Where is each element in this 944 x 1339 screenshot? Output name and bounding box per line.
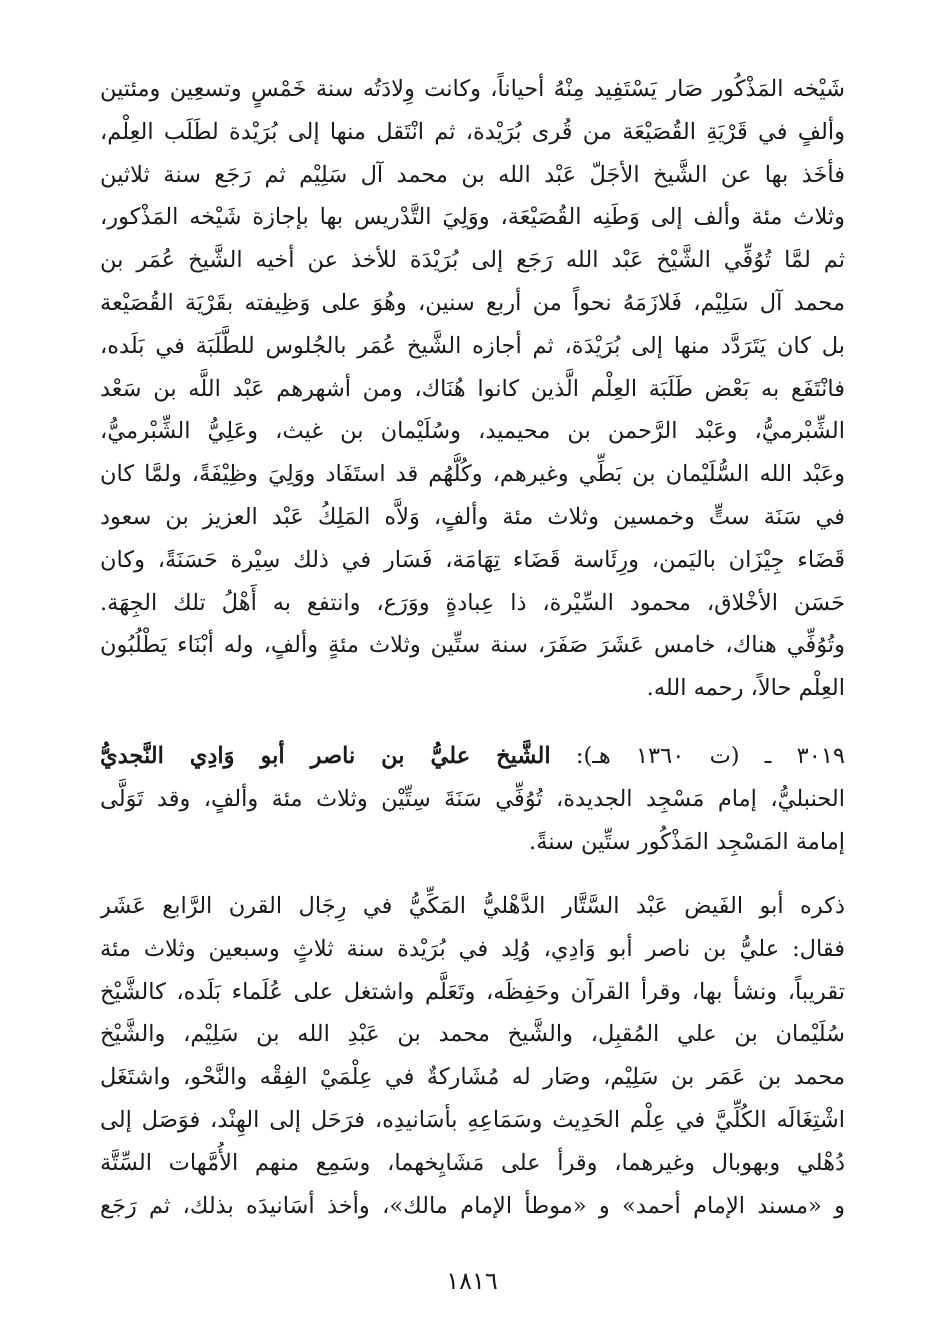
text-line: دُهْلي وبهوبال وغيرهما، وقرأ على مَشَايِخهما، وسَمِع منهم الأُمَّهات السِّتَّة xyxy=(100,1149,845,1176)
entry-name: الشَّيخ عليُّ بن ناصر أبو وَادِي النَّجديُّ xyxy=(100,743,551,769)
text-line: إمامة المَسْجِد المَذْكُور ستِّين سنةً. xyxy=(529,828,845,855)
entry-3019 xyxy=(100,735,845,863)
text-line: الحنبليُّ، إمام مَسْجِد الجديدة، تُوُفِّي سَنَةَ سِتِّيْن وثلاث مئة وألفٍ، وقد تَوَلَّى xyxy=(100,785,845,812)
text-line: في سَنَة ستٍّ وخمسين وثلاث مئة وألفٍ، وَلاَّه المَلِكُ عَبْد العزيز بن سعود xyxy=(100,503,845,530)
text-line: وثلاث مئة وألف إلى وَطَنِه القُصَيْعَة، ووَلِيَ التَّدْريس بها بإجازة شَيْخه المَذْكور، xyxy=(100,204,845,231)
paragraph-biography-continuation xyxy=(100,68,845,710)
text-line: وعَبْد الله السُّلَيْمان بن بَطِّي وغيرهم، وكُلُّهُم قد استَفَاد ووَلِيَ وظِيْفَةً، ولمَّا كان xyxy=(100,461,845,488)
text-line: فانْتَفَع به بَعْض طَلَبَة العِلْم الَّذين كانوا هُنَاك، ومن أشهرهم عَبْد اللَّه بن سَعْد xyxy=(100,375,845,402)
text-line: الشِّبْرميُّ، وعَبْد الرَّحمن بن محيميد، وسُلَيْمان بن غيث، وعَلِيُّ الشِّبْرميُّ، xyxy=(100,418,845,445)
text-line: اشْتِغَالَه الكُلِّيَّ في عِلْم الحَدِيث وسَمَاعِهِ بأسَانيدِه، فرَحَل إلى الهِنْد، فوَصَل إلى xyxy=(100,1106,845,1133)
entry-number: ٣٠١٩ ـ (ت ١٣٦٠ هـ): xyxy=(550,743,845,769)
text-line: شَيْخه المَذْكُور صَار يَسْتَفِيد مِنْهُ أحياناً، وكانت وِلادَتُه سنة خَمْسٍ وتسعِين ومئتين xyxy=(100,76,845,102)
text-line: وتُوُفِّي هناك، خامس عَشَرَ صَفَرَ، سنة ستِّين وثلاث مئةٍ وألفٍ، وله أبْنَاء يَطْلُبُون xyxy=(100,632,845,659)
text-line: بل كان يَتَرَدَّد منها إلى بُرَيْدَة، ثم أجازه الشَّيخ عُمَر بالجُلوس للطَّلَبَة في بَلَده، xyxy=(100,332,845,359)
text-line: تقريباً، ونشأ بها، وقرأ القرآن وحَفِظَه، وتَعَلَّم واشتغل على عُلَماء بَلَده، كالشَّيْخ xyxy=(100,978,845,1005)
text-line: فأخَذ بها عن الشَّيخ الأجَلّ عَبْد الله بن محمد آل سَلِيْم ثم رَجَع سنة ثلاثين xyxy=(100,161,845,188)
text-line: ذكره أبو الفَيض عَبْد السَّتَّار الدَّهْليُّ المَكِّيُّ في رِجَال القرن الرَّابع عَشَر xyxy=(100,893,845,919)
text-line: وألفٍ في قَرْيَةِ القُصَيْعَة من قُرى بُرَيْدة، ثم انْتَقل منها إلى بُرَيْدة لطَلَب العِلْم، xyxy=(100,118,845,145)
text-line: محمد آل سَلِيْم، فَلازَمَهُ نحواً من أربع سنين، وهُوَ على وَظِيفته بقَرْيَة القُصَيْعة xyxy=(100,289,845,316)
text-line: سُلَيْمان بن علي المُقبِل، والشَّيخ محمد بن عَبْدِ الله بن سَلِيْم، والشَّيْخ xyxy=(100,1021,845,1048)
text-line: حَسَن الأخْلاق، محمود السِّيْرة، ذا عِبادةٍ ووَرَع، وانتفع به أَهْلُ تلك الجِهَة. xyxy=(100,589,845,616)
text-line: العِلْم حالاً، رحمه الله. xyxy=(646,675,845,702)
page-number: ١٨١٦ xyxy=(446,1267,498,1295)
text-line: ثم لمَّا تُوُفِّي الشَّيْخ عَبْد الله رَجَع إلى بُرَيْدَة للأخذ عن أخيه الشَّيخ عُمَر بن xyxy=(100,247,845,274)
text-line: فقال: عليُّ بن ناصر أبو وَادِي، وُلِد في بُرَيْدة سنة ثلاثٍ وسبعين وثلاث مئة xyxy=(100,935,845,962)
text-line: و «مسند الإمام أحمد» و «موطأ الإمام مالك»، وأخذ أسَانيدَه بذلك، ثم رَجَع xyxy=(100,1192,845,1219)
text-line: محمد بن عَمَر بن سَلِيْم، وصَار له مُشَاركةٌ في عِلْمَيْ الفِقْه والنَّحْو، واشتَغَل xyxy=(100,1064,845,1091)
text-line: قَضَاء جِيْزَان باليَمن، ورِئَاسة قَضَاء تِهَامَة، فَسَار في ذلك سِيْرة حَسَنَةً، وكان xyxy=(100,546,845,573)
entry-heading-line xyxy=(100,735,845,778)
paragraph-citation xyxy=(100,885,845,1227)
